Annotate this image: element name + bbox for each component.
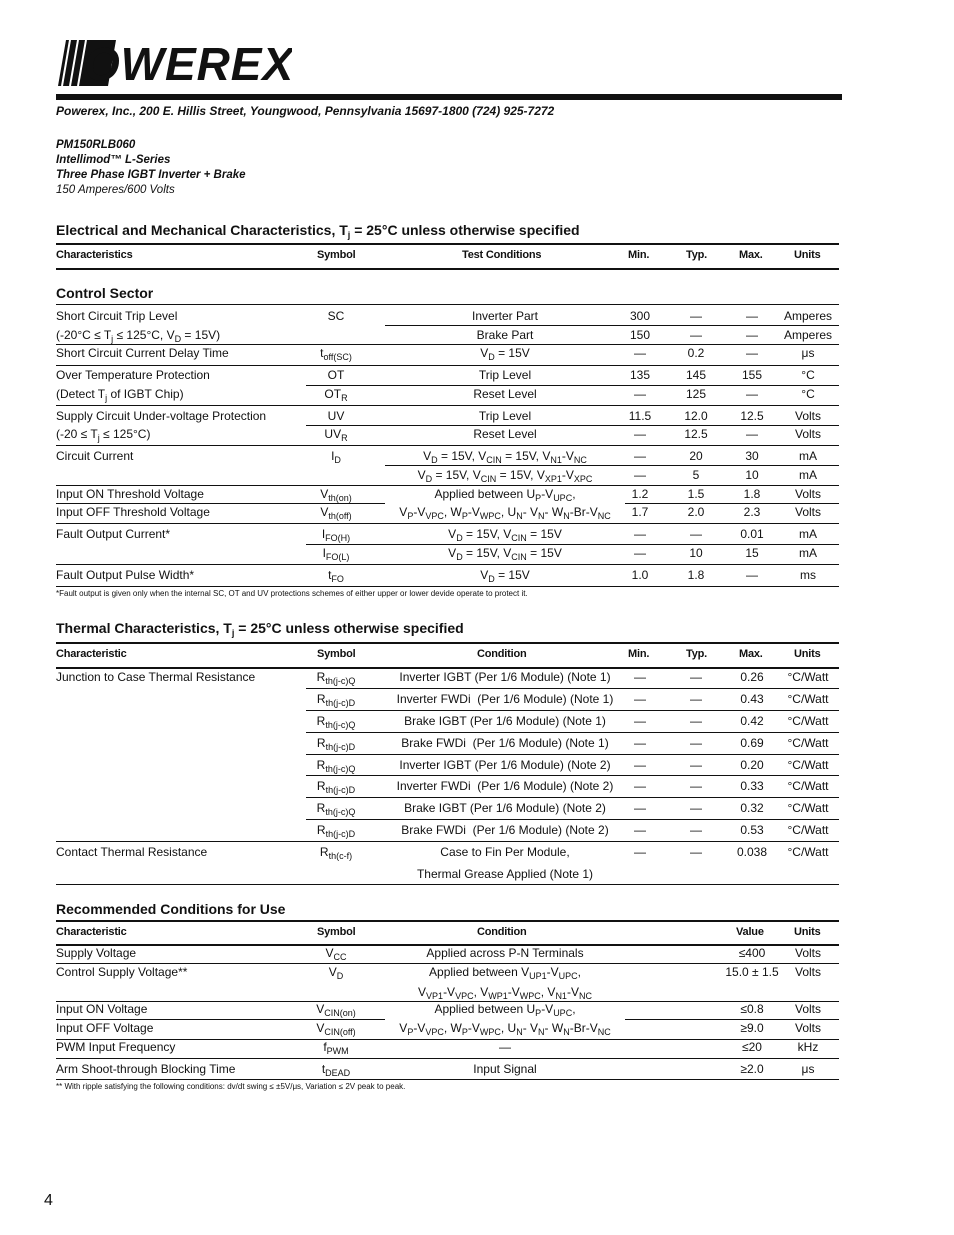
rule xyxy=(56,586,839,587)
rule xyxy=(56,503,385,504)
rule xyxy=(306,544,839,545)
col-value: Value xyxy=(736,926,764,938)
rule xyxy=(306,797,839,798)
col-symbol: Symbol xyxy=(317,926,356,938)
col-characteristic: Characteristic xyxy=(56,648,127,660)
rule xyxy=(306,819,839,820)
page-number: 4 xyxy=(44,1192,53,1209)
rating: 150 Amperes/600 Volts xyxy=(56,184,175,196)
col-units: Units xyxy=(794,926,821,938)
rule xyxy=(306,775,839,776)
rule xyxy=(306,385,839,386)
col-min: Min. xyxy=(628,648,650,660)
rule xyxy=(385,465,839,466)
col-symbol: Symbol xyxy=(317,249,356,261)
description: Three Phase IGBT Inverter + Brake xyxy=(56,169,246,181)
product-info xyxy=(56,138,246,198)
col-units: Units xyxy=(794,648,821,660)
rule xyxy=(56,243,839,245)
thermal-title: Thermal Characteristics, $T_j = 25^\circ C$ unless otherwise specified xyxy=(56,620,464,638)
col-characteristic: Characteristic xyxy=(56,926,127,938)
recommended-footnote: ** With ripple satisfying the following conditions: dv/dt swing ≤ ±5V/μs, Variation ≤ 2V peak to peak. xyxy=(56,1082,406,1091)
company-address: Powerex, Inc., 200 E. Hillis Street, Youngwood, Pennsylvania 15697-1800 (724) 925-7272 xyxy=(56,104,555,118)
col-units: Units xyxy=(794,249,821,261)
rule xyxy=(56,667,839,669)
control-sector-title: Control Sector xyxy=(56,285,154,301)
header-rule xyxy=(56,94,842,100)
svg-text:OWEREX: OWEREX xyxy=(84,40,290,86)
rule xyxy=(56,841,839,842)
col-typ: Typ. xyxy=(686,648,707,660)
rule xyxy=(385,325,839,326)
rule xyxy=(56,884,839,885)
col-min: Min. xyxy=(628,249,650,261)
rule xyxy=(625,503,839,504)
rule xyxy=(56,485,839,486)
rule xyxy=(306,732,839,733)
rule xyxy=(306,688,839,689)
col-condition: Condition xyxy=(477,648,527,660)
rule xyxy=(306,425,839,426)
rule xyxy=(56,365,839,366)
electrical-footnote: *Fault output is given only when the internal SC, OT and UV protections schemes of either upper or lower devide operate to protect it. xyxy=(56,589,528,598)
rule xyxy=(56,1019,385,1020)
rule xyxy=(56,1079,839,1080)
rule xyxy=(56,1058,839,1059)
series: Intellimod™ L-Series xyxy=(56,154,171,166)
col-typ: Typ. xyxy=(686,249,707,261)
powerex-logo xyxy=(56,40,292,86)
col-condition: Condition xyxy=(477,926,527,938)
col-max: Max. xyxy=(739,648,763,660)
rule xyxy=(56,304,839,305)
col-characteristics: Characteristics xyxy=(56,249,133,261)
rule xyxy=(56,523,839,524)
rule xyxy=(56,268,839,270)
rule xyxy=(56,642,839,644)
rule xyxy=(56,405,839,406)
rule xyxy=(625,1019,839,1020)
rule xyxy=(306,754,839,755)
rule xyxy=(306,710,839,711)
rule xyxy=(56,564,839,565)
recommended-title: Recommended Conditions for Use xyxy=(56,901,286,917)
rule xyxy=(56,344,839,345)
rule xyxy=(56,445,839,446)
col-test-conditions: Test Conditions xyxy=(462,249,542,261)
electrical-title: Electrical and Mechanical Characteristics, $T_j = 25^\circ C$ unless otherwise specified xyxy=(56,222,580,240)
rule xyxy=(56,963,839,964)
col-symbol: Symbol xyxy=(317,648,356,660)
col-max: Max. xyxy=(739,249,763,261)
rule xyxy=(56,920,839,922)
part-number: PM150RLB060 xyxy=(56,139,136,151)
